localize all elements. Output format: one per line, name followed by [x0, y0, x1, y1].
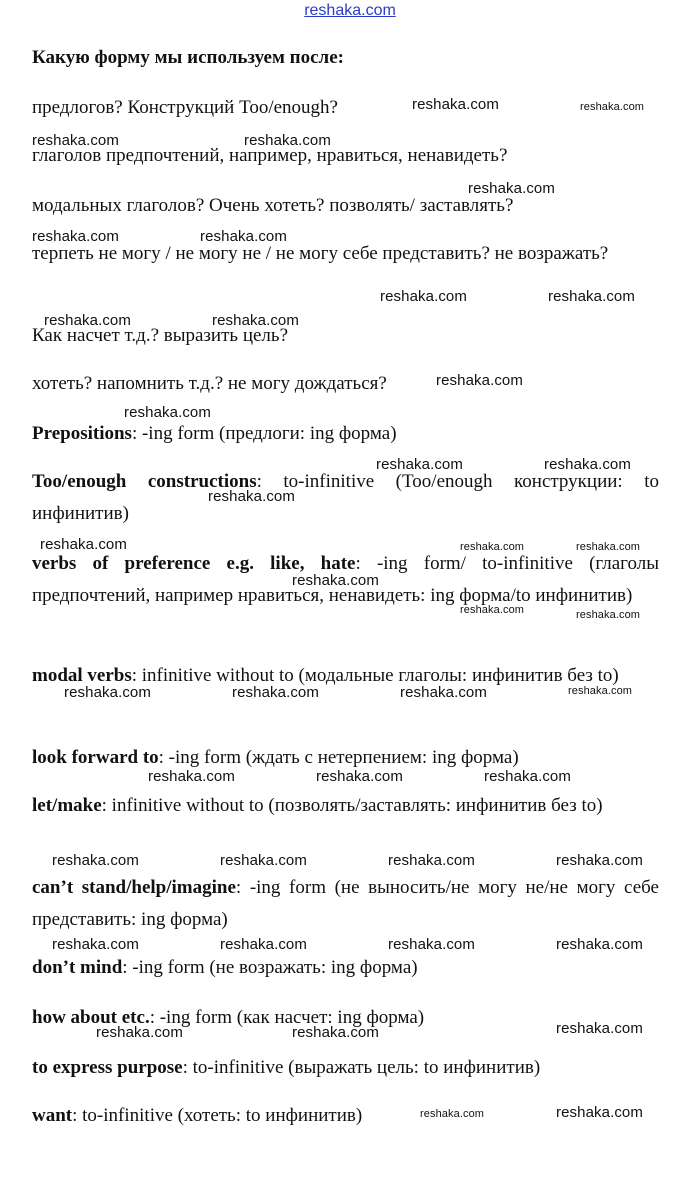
- watermark: reshaka.com: [556, 1020, 643, 1037]
- watermark: reshaka.com: [52, 852, 139, 869]
- watermark: reshaka.com: [556, 1104, 643, 1121]
- watermark: reshaka.com: [388, 852, 475, 869]
- watermark: reshaka.com: [64, 684, 151, 701]
- question-3: модальных глаголов? Очень хотеть? позволять/ заставлять?: [32, 195, 514, 216]
- watermark: reshaka.com: [244, 132, 331, 149]
- watermark: reshaka.com: [460, 604, 525, 616]
- answer-term: want: [32, 1105, 73, 1126]
- answer-text: : to-infinitive (выражать цель: to инфинитив): [182, 1057, 541, 1078]
- watermark: reshaka.com: [460, 541, 525, 553]
- watermark: reshaka.com: [576, 609, 641, 621]
- watermark: reshaka.com: [412, 96, 499, 113]
- answer-text: : -ing form (не возражать: ing форма): [122, 957, 418, 978]
- answer-text: : infinitive without to (модальные глаголы: инфинитив без to): [131, 665, 619, 686]
- watermark: reshaka.com: [544, 456, 631, 473]
- question-2: глаголов предпочтений, например, нравиться, ненавидеть?: [32, 145, 508, 166]
- watermark: reshaka.com: [548, 288, 635, 305]
- watermark: reshaka.com: [40, 536, 127, 553]
- watermark: reshaka.com: [32, 132, 119, 149]
- answer-term: look forward to: [32, 747, 159, 768]
- watermark: reshaka.com: [556, 852, 643, 869]
- watermark: reshaka.com: [292, 572, 379, 589]
- answer-text: : -ing form (как насчет: ing форма): [149, 1007, 425, 1028]
- answer-prepositions: [32, 418, 659, 450]
- watermark: reshaka.com: [208, 488, 295, 505]
- watermark: reshaka.com: [568, 685, 633, 697]
- answer-term: don’t mind: [32, 957, 123, 978]
- watermark: reshaka.com: [212, 312, 299, 329]
- answer-too-enough: [32, 466, 659, 530]
- answer-term: verbs of preference e.g. like, hate: [32, 553, 356, 574]
- answer-term: let/make: [32, 795, 102, 816]
- watermark: reshaka.com: [420, 1108, 485, 1120]
- question-4: терпеть не могу / не могу не / не могу себе представить? не возражать?: [32, 243, 609, 264]
- answer-term: how about etc.: [32, 1007, 150, 1028]
- watermark: reshaka.com: [580, 101, 645, 113]
- watermark: reshaka.com: [380, 288, 467, 305]
- question-6: хотеть? напомнить т.д.? не могу дождаться?: [32, 373, 387, 394]
- question-5: Как насчет т.д.? выразить цель?: [32, 325, 288, 346]
- watermark: reshaka.com: [376, 456, 463, 473]
- watermark: reshaka.com: [52, 936, 139, 953]
- answer-term: Too/enough constructions: [32, 471, 257, 492]
- answer-text: : to-infinitive (Too/enough конструкции: to инфинитив): [32, 471, 659, 524]
- watermark: reshaka.com: [484, 768, 571, 785]
- answer-text: : -ing form (предлоги: ing форма): [131, 423, 397, 444]
- answer-term: to express purpose: [32, 1057, 183, 1078]
- answer-term: modal verbs: [32, 665, 132, 686]
- watermark: reshaka.com: [436, 372, 523, 389]
- watermark: reshaka.com: [576, 541, 641, 553]
- watermark: reshaka.com: [232, 684, 319, 701]
- watermark: reshaka.com: [148, 768, 235, 785]
- answer-express-purpose: [32, 1052, 659, 1084]
- watermark: reshaka.com: [468, 180, 555, 197]
- answer-term: can’t stand/help/imagine: [32, 877, 236, 898]
- answer-text: : -ing form (не выносить/не могу не/не могу себе представить: ing форма): [32, 877, 659, 930]
- answer-cant-stand: [32, 872, 659, 936]
- watermark: reshaka.com: [96, 1024, 183, 1041]
- question-1: предлогов? Конструкций Too/enough?: [32, 97, 338, 118]
- answer-text: : to-infinitive (хотеть: to инфинитив): [72, 1105, 363, 1126]
- watermark: reshaka.com: [44, 312, 131, 329]
- answer-text: : -ing form/ to-infinitive (глаголы предпочтений, например нравиться, ненавидеть: ing форма/to инфинитив): [32, 553, 659, 606]
- answer-dont-mind: [32, 952, 659, 984]
- watermark: reshaka.com: [32, 228, 119, 245]
- watermark: reshaka.com: [220, 936, 307, 953]
- page-title: Какую форму мы используем после:: [32, 47, 344, 68]
- answer-text: : -ing form (ждать с нетерпением: ing форма): [158, 747, 519, 768]
- watermark: reshaka.com: [124, 404, 211, 421]
- answer-term: Prepositions: [32, 423, 132, 444]
- answer-text: : infinitive without to (позволять/заставлять: инфинитив без to): [101, 795, 603, 816]
- watermark: reshaka.com: [292, 1024, 379, 1041]
- answer-let-make: [32, 790, 659, 822]
- watermark: reshaka.com: [556, 936, 643, 953]
- watermark: reshaka.com: [220, 852, 307, 869]
- watermark: reshaka.com: [388, 936, 475, 953]
- watermark: reshaka.com: [316, 768, 403, 785]
- site-link[interactable]: reshaka.com: [304, 2, 396, 19]
- watermark: reshaka.com: [400, 684, 487, 701]
- watermark: reshaka.com: [200, 228, 287, 245]
